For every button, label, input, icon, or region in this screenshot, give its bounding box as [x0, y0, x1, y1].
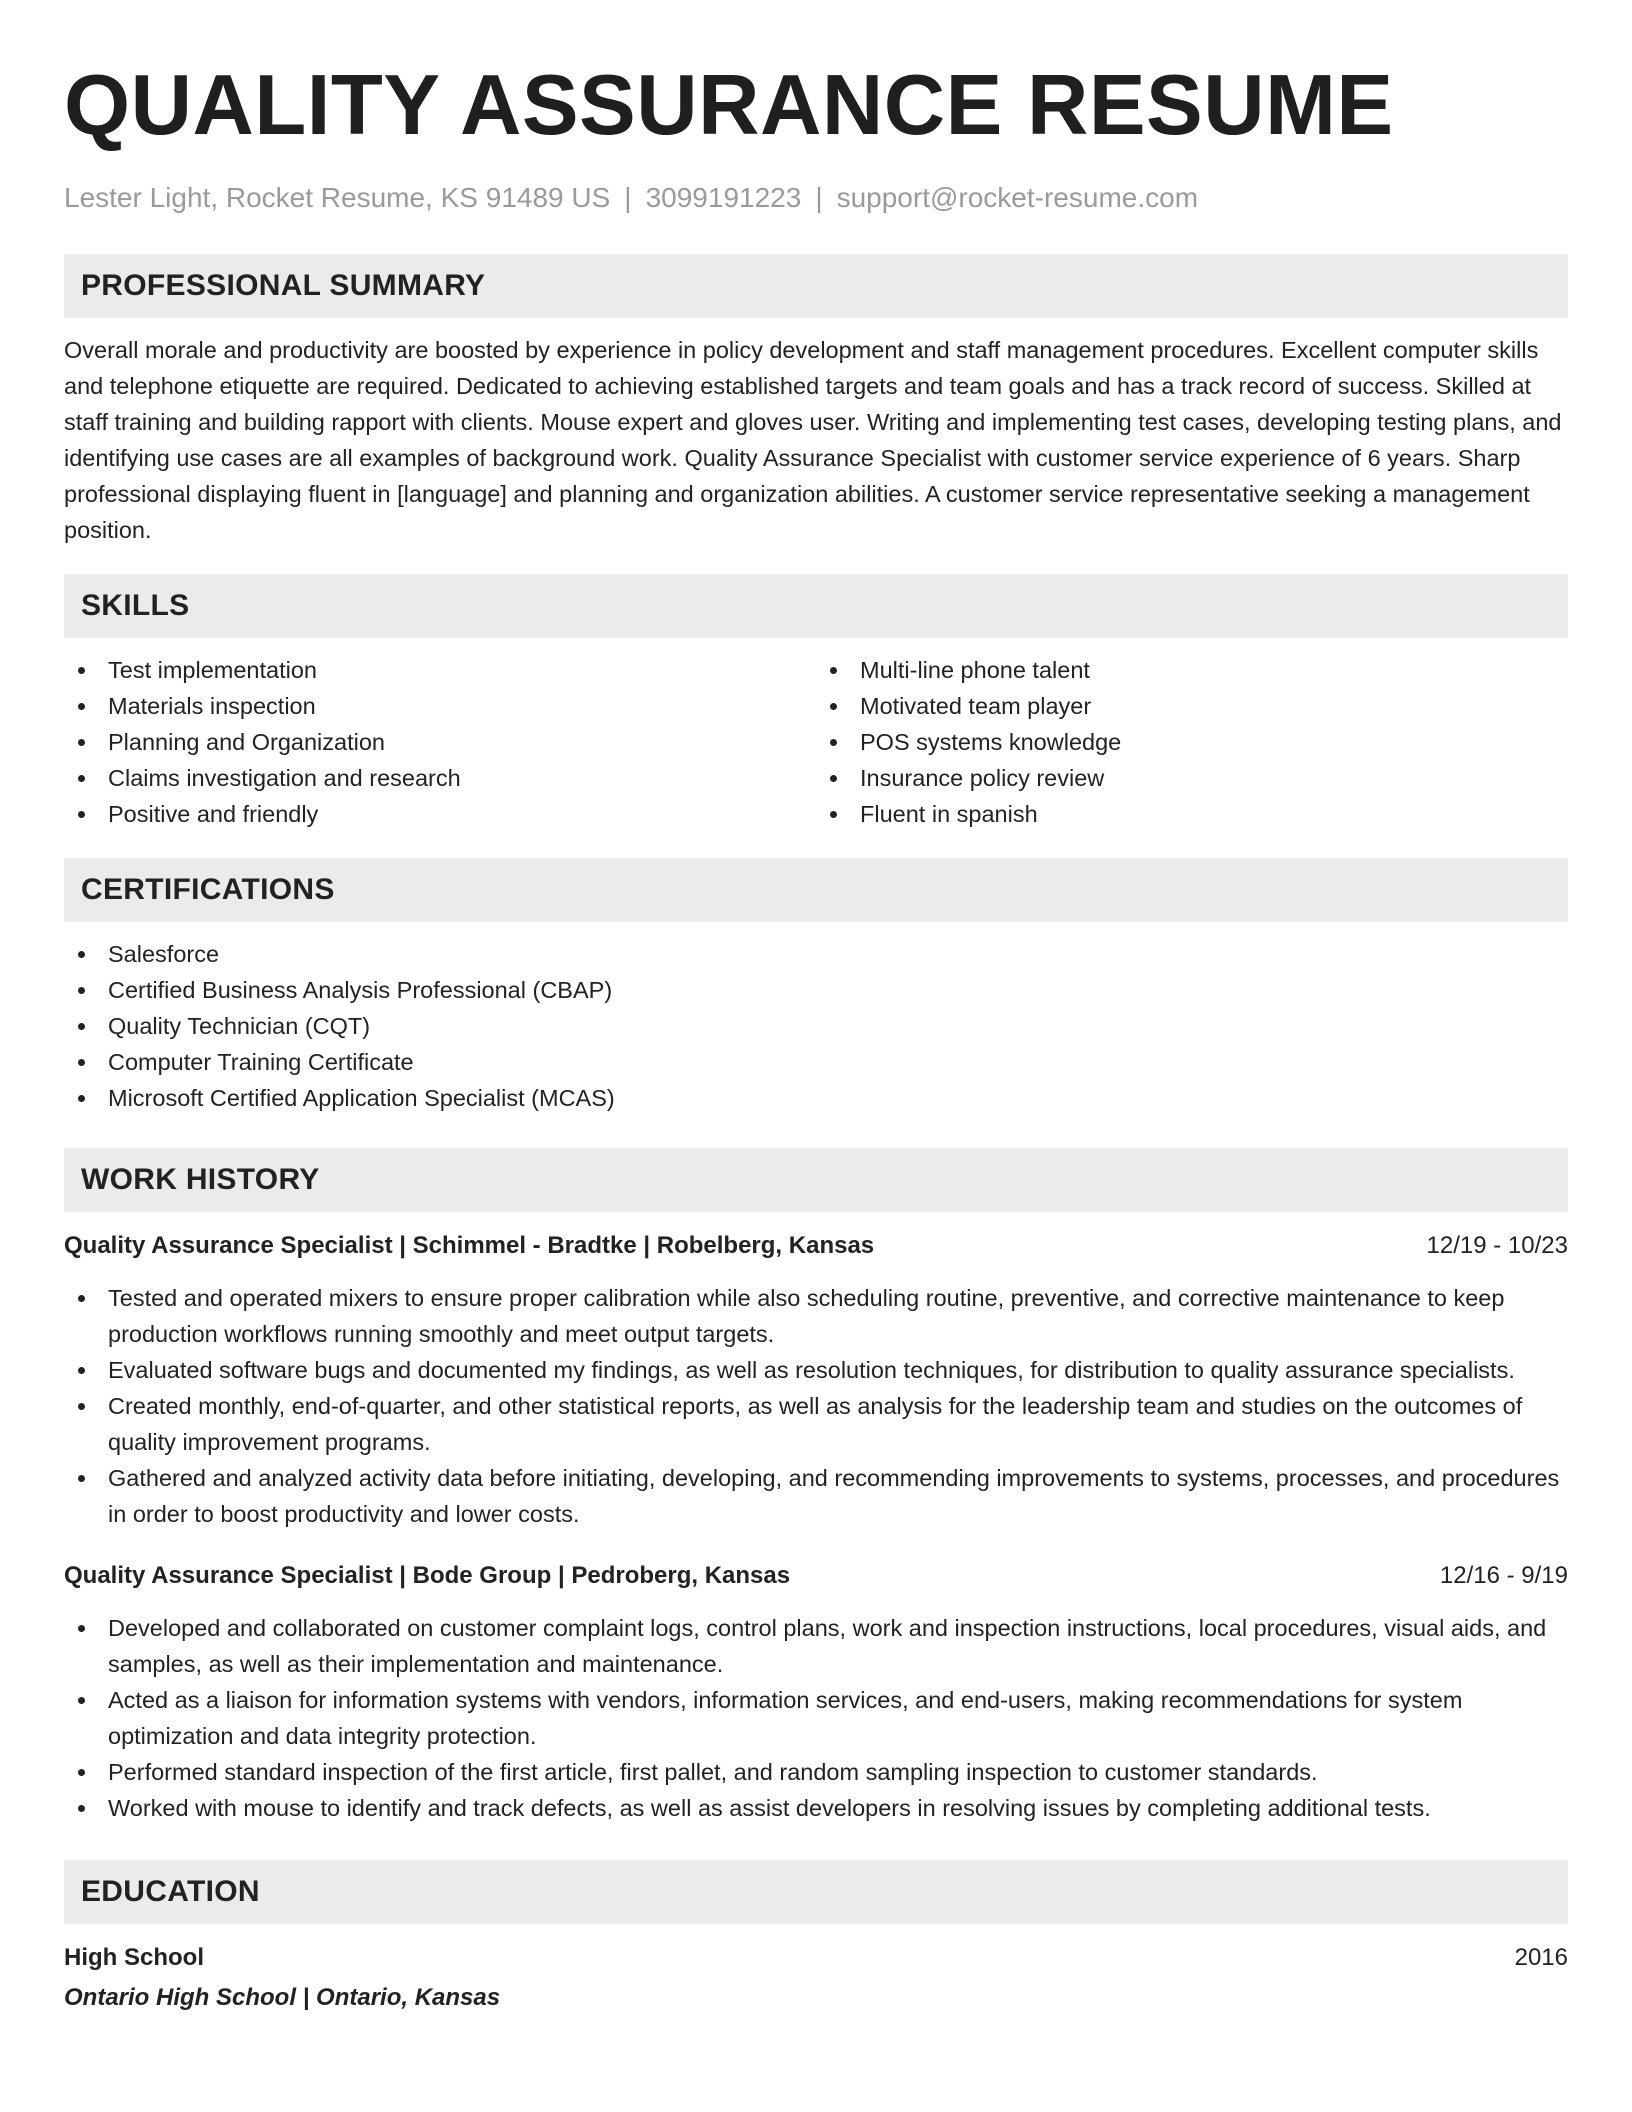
- skill-item: Claims investigation and research: [64, 760, 816, 796]
- skill-item: Insurance policy review: [816, 760, 1568, 796]
- job-bullet: Evaluated software bugs and documented my findings, as well as resolution techniques, for distribution to quality assurance specialists.: [64, 1352, 1568, 1388]
- certifications-list: [64, 936, 1568, 1116]
- job-bullets: [64, 1610, 1568, 1826]
- job-entry: [64, 1228, 1568, 1532]
- job-title: Quality Assurance Specialist | Schimmel - Bradtke | Robelberg, Kansas: [64, 1232, 875, 1259]
- section-heading-work-history: WORK HISTORY: [64, 1148, 1568, 1212]
- section-heading-certifications: CERTIFICATIONS: [64, 858, 1568, 922]
- skills-list-right: [816, 652, 1568, 832]
- education-school: Ontario High School | Ontario, Kansas: [64, 1984, 501, 2011]
- education-degree: High School: [64, 1944, 204, 1971]
- job-title: Quality Assurance Specialist | Bode Group | Pedroberg, Kansas: [64, 1562, 791, 1589]
- certification-item: Salesforce: [64, 936, 1568, 972]
- skill-item: Positive and friendly: [64, 796, 816, 832]
- certification-item: Computer Training Certificate: [64, 1044, 1568, 1080]
- education-year: 2016: [1514, 1944, 1568, 1971]
- certification-item: Microsoft Certified Application Specialist (MCAS): [64, 1080, 1568, 1116]
- contact-address: Lester Light, Rocket Resume, KS 91489 US: [64, 182, 611, 213]
- job-bullets: [64, 1280, 1568, 1532]
- contact-separator: |: [815, 182, 823, 213]
- contact-line: [64, 180, 1568, 216]
- skills-list-left: [64, 652, 816, 832]
- job-header: [64, 1228, 1568, 1264]
- skills-column-left: [64, 652, 816, 832]
- certification-item: Certified Business Analysis Professional (CBAP): [64, 972, 1568, 1008]
- skill-item: Test implementation: [64, 652, 816, 688]
- section-heading-summary: PROFESSIONAL SUMMARY: [64, 254, 1568, 318]
- job-dates: 12/16 - 9/19: [1439, 1562, 1568, 1589]
- job-bullet: Developed and collaborated on customer complaint logs, control plans, work and inspection instructions, local procedures, visual aids, and samples, as well as their implementation and maintenance.: [64, 1610, 1568, 1682]
- job-bullet: Created monthly, end-of-quarter, and other statistical reports, as well as analysis for the leadership team and studies on the outcomes of quality improvement programs.: [64, 1388, 1568, 1460]
- skill-item: Multi-line phone talent: [816, 652, 1568, 688]
- skill-item: Motivated team player: [816, 688, 1568, 724]
- contact-separator: |: [624, 182, 632, 213]
- job-bullet: Tested and operated mixers to ensure proper calibration while also scheduling routine, preventive, and corrective maintenance to keep production workflows running smoothly and meet output targets.: [64, 1280, 1568, 1352]
- job-entry: [64, 1558, 1568, 1826]
- section-heading-skills: SKILLS: [64, 574, 1568, 638]
- skills-grid: [64, 652, 1568, 832]
- job-bullet: Performed standard inspection of the first article, first pallet, and random sampling inspection to customer standards.: [64, 1754, 1568, 1790]
- job-header: [64, 1558, 1568, 1594]
- skill-item: Materials inspection: [64, 688, 816, 724]
- resume-title: QUALITY ASSURANCE RESUME: [64, 58, 1394, 153]
- skills-column-right: [816, 652, 1568, 832]
- job-bullet: Acted as a liaison for information systems with vendors, information services, and end-users, making recommendations for system optimization and data integrity protection.: [64, 1682, 1568, 1754]
- skill-item: Fluent in spanish: [816, 796, 1568, 832]
- education-header: [64, 1940, 1568, 1976]
- education-entry: [64, 1940, 1568, 2016]
- certification-item: Quality Technician (CQT): [64, 1008, 1568, 1044]
- job-dates: 12/19 - 10/23: [1426, 1232, 1568, 1259]
- skill-item: Planning and Organization: [64, 724, 816, 760]
- job-bullet: Worked with mouse to identify and track defects, as well as assist developers in resolving issues by completing additional tests.: [64, 1790, 1568, 1826]
- summary-text: Overall morale and productivity are boosted by experience in policy development and staff management procedures. Excellent computer skills and telephone etiquette are required. Dedicated to achieving established targets and team goals and has a track record of success. Skilled at staff training and building rapport with clients. Mouse expert and gloves user. Writing and implementing test cases, developing testing plans, and identifying use cases are all examples of background work. Quality Assurance Specialist with customer service experience of 6 years. Sharp professional displaying fluent in [language] and planning and organization abilities. A customer service representative seeking a management position.: [64, 337, 1562, 543]
- section-heading-education: EDUCATION: [64, 1860, 1568, 1924]
- skill-item: POS systems knowledge: [816, 724, 1568, 760]
- contact-phone: 3099191223: [645, 182, 802, 213]
- contact-email: support@rocket-resume.com: [836, 182, 1199, 213]
- job-bullet: Gathered and analyzed activity data before initiating, developing, and recommending improvements to systems, processes, and procedures in order to boost productivity and lower costs.: [64, 1460, 1568, 1532]
